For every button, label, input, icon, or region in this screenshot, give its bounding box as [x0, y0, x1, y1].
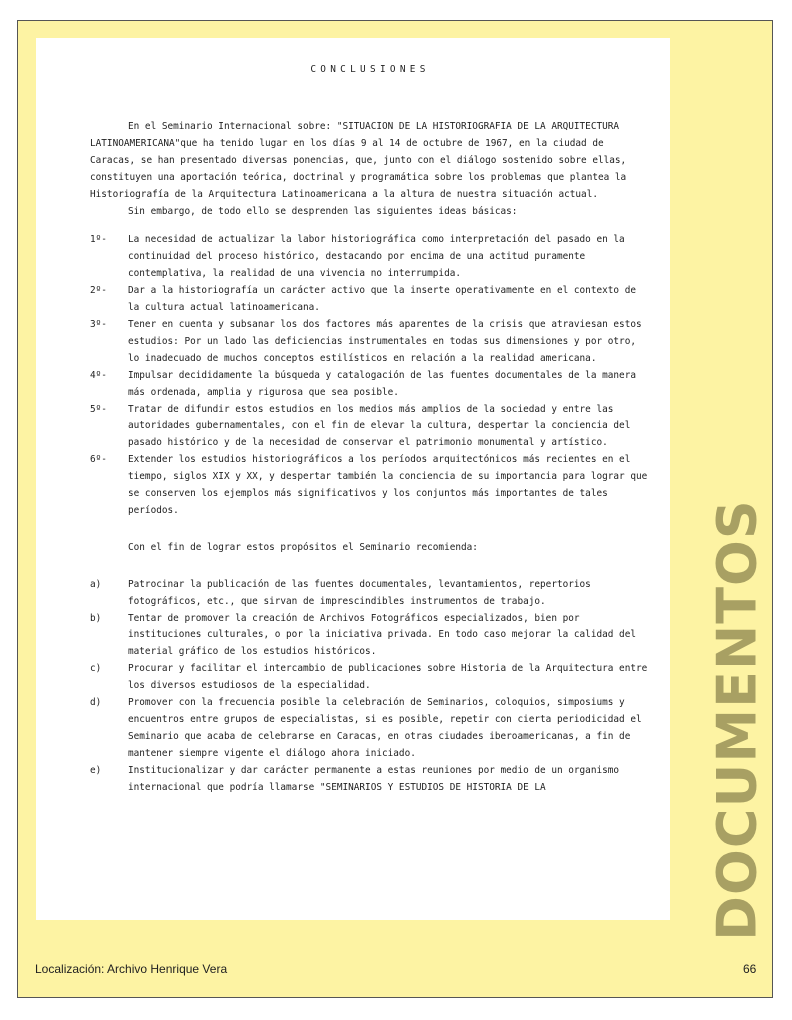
recommend-intro: Con el fin de lograr estos propósitos el Seminario recomienda:	[128, 541, 478, 553]
idea-item	[90, 283, 650, 317]
page-number: 66	[743, 962, 757, 976]
recommendation-letter: a)	[90, 578, 102, 590]
idea-text: Impulsar decididamente la búsqueda y catalogación de las fuentes documentales de la manera más ordenada, amplia y rigurosa que sea posible.	[128, 369, 636, 398]
section-label-text: DOCUMENTOS	[705, 499, 769, 941]
recommendation-item	[90, 695, 650, 763]
idea-item	[90, 368, 650, 402]
recommendation-text: Patrocinar la publicación de las fuentes documentales, levantamientos, repertorios fotográficos, etc., que sirvan de imprescindibles instrumentos de trabajo.	[128, 578, 591, 607]
idea-number: 2º-	[90, 285, 107, 297]
recommendation-item	[90, 763, 650, 797]
idea-item	[90, 452, 650, 520]
document-title: CONCLUSIONES	[310, 64, 430, 75]
idea-number: 6º-	[90, 454, 107, 466]
document-text	[90, 64, 650, 797]
intro-paragraph-2: Sin embargo, de todo ello se desprenden las siguientes ideas básicas:	[128, 205, 518, 217]
recommendation-text: Promover con la frecuencia posible la celebración de Seminarios, coloquios, simposiums y encuentros entre grupos de especialistas, si es posible, repetir con cierta periodicidad el Seminario que acaba de celebrarse en Caracas, en otras ciudades iberoamericanas, a fin de mantener siempre vigente el diálogo ahora iniciado.	[128, 697, 642, 759]
scanned-document	[36, 38, 670, 920]
footer-source: Localización: Archivo Henrique Vera	[35, 962, 228, 976]
idea-number: 3º-	[90, 318, 107, 330]
idea-item	[90, 317, 650, 368]
idea-text: La necesidad de actualizar la labor historiográfica como interpretación del pasado en la continuidad del proceso histórico, destacando por encima de una actitud puramente contemplativa, la realidad de una vivencia no interrumpida.	[128, 234, 625, 280]
idea-number: 5º-	[90, 403, 107, 415]
idea-text: Tratar de difundir estos estudios en los medios más amplios de la sociedad y entre las autoridades gubernamentales, con el fin de elevar la cultura, despertar la conciencia del pasado histórico y de la necesidad de conservar el patrimonio monumental y artístico.	[128, 403, 631, 449]
recommendation-letter: c)	[90, 663, 102, 675]
recommendation-item	[90, 611, 650, 662]
idea-text: Extender los estudios historiográficos a los períodos arquitectónicos más recientes en el tiempo, siglos XIX y XX, y despertar también la conciencia de su importancia para lograr que se conserven los ejemplos más significativos y los conjuntos más importantes de tales períodos.	[128, 454, 648, 516]
intro-paragraph: En el Seminario Internacional sobre: "SITUACION DE LA HISTORIOGRAFIA DE LA ARQUITECTURA LATINOAMERICANA"que ha tenido lugar en los días 9 al 14 de octubre de 1967, en la ciudad de Caracas, se han presentado diversas ponencias, que, junto con el diálogo sostenido sobre ellas, constituyen una aportación teórica, doctrinal y programática sobre los problemas que plantea la Historiografía de la Arquitectura Latinoamericana a la altura de nuestra situación actual.	[90, 121, 627, 200]
idea-item	[90, 402, 650, 453]
idea-text: Tener en cuenta y subsanar los dos factores más aparentes de la crisis que atraviesan estos estudios: Por un lado las deficiencias instrumentales en todas sus dimensiones y por otro, lo inadecuado de muchos conceptos estilísticos en relación a la realidad americana.	[128, 318, 642, 364]
recommendation-item	[90, 661, 650, 695]
recommendation-text: Tentar de promover la creación de Archivos Fotográficos especializados, bien por instituciones culturales, o por la iniciativa privada. En todo caso mejorar la calidad del material gráfico de los estudios históricos.	[128, 612, 636, 658]
recommendation-letter: d)	[90, 697, 102, 709]
recommendation-letter: b)	[90, 612, 102, 624]
recommendation-letter: e)	[90, 764, 102, 776]
recommendation-text: Institucionalizar y dar carácter permanente a estas reuniones por medio de un organismo internacional que podría llamarse "SEMINARIOS Y ESTUDIOS DE HISTORIA DE LA	[128, 764, 620, 793]
idea-item	[90, 232, 650, 283]
idea-text: Dar a la historiografía un carácter activo que la inserte operativamente en el contexto de la cultura actual latinoamericana.	[128, 285, 636, 314]
idea-number: 1º-	[90, 234, 107, 246]
recommendation-item	[90, 577, 650, 611]
idea-number: 4º-	[90, 369, 107, 381]
recommendation-text: Procurar y facilitar el intercambio de publicaciones sobre Historia de la Arquitectura entre los diversos estudiosos de la especialidad.	[128, 663, 648, 692]
section-label	[705, 499, 769, 941]
